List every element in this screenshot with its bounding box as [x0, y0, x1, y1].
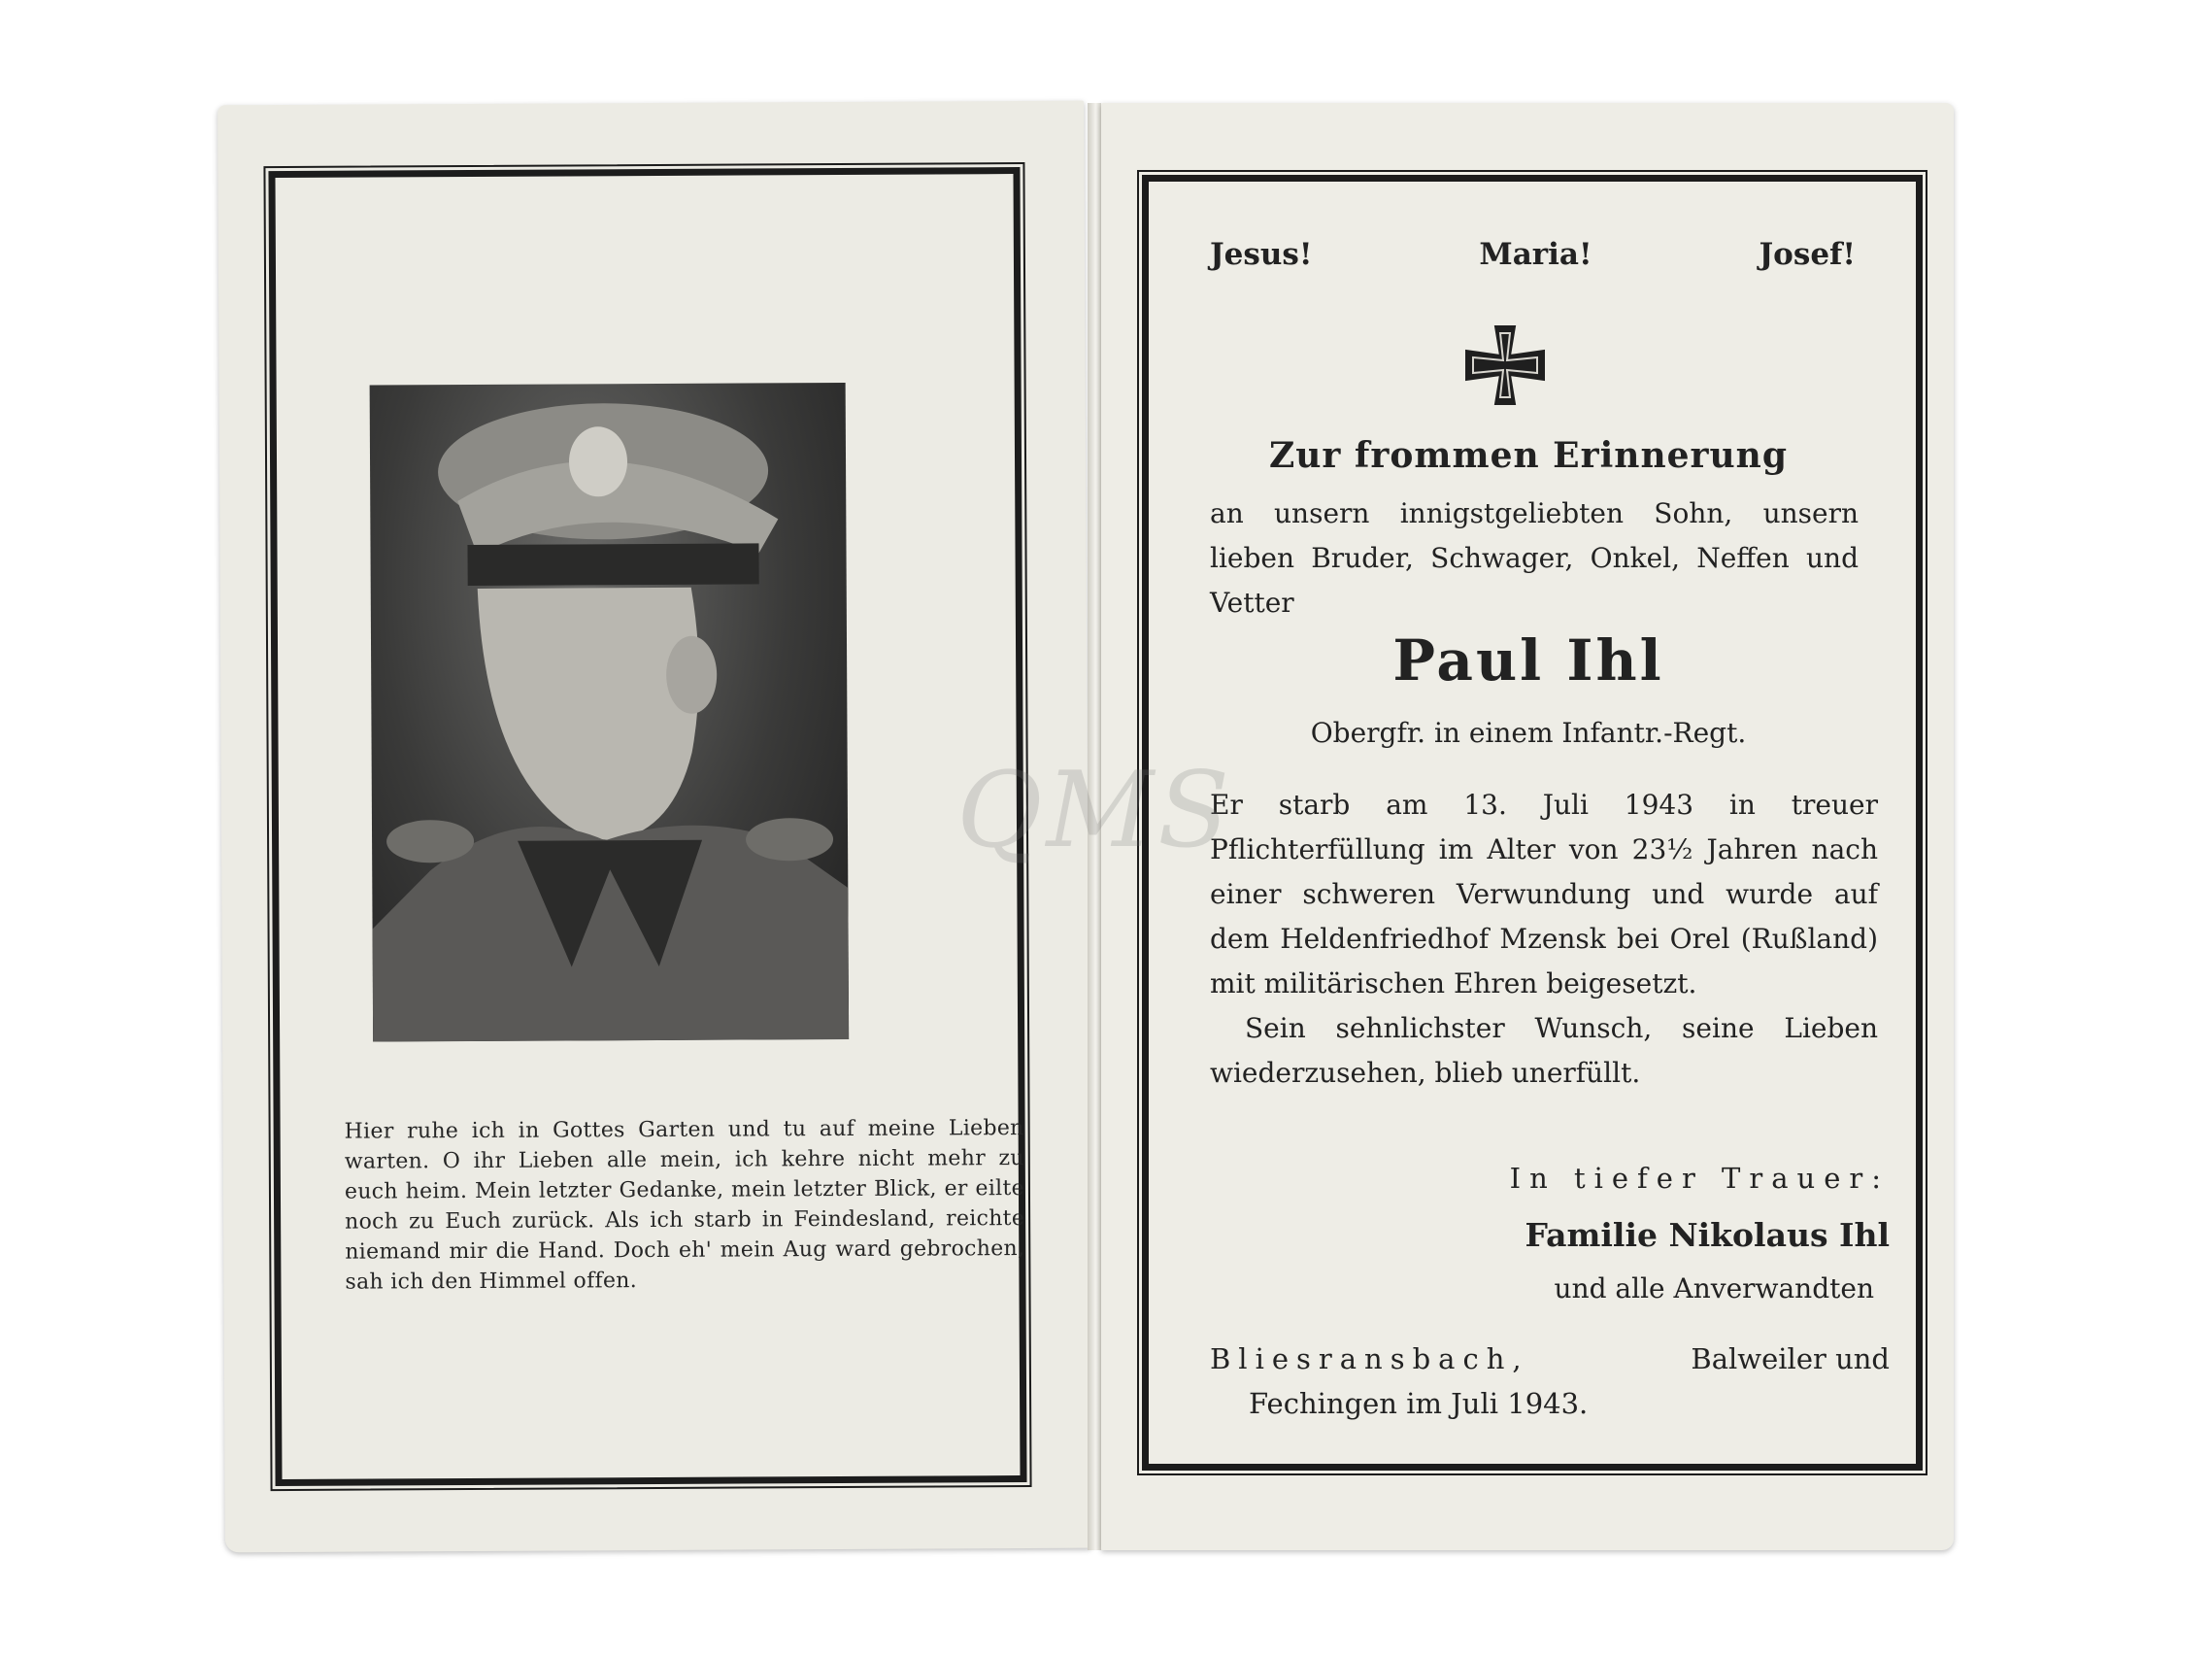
obituary-paragraph-1: Er starb am 13. Juli 1943 in treuer Pflichterfüllung im Alter von 23½ Jahren nach einer schweren Verwundung und wurde auf dem Heldenfriedhof Mzensk bei Orel (Rußland) mit militärischen Ehren beigesetzt. [1210, 789, 1878, 999]
place-3: Fechingen im Juli 1943. [1249, 1387, 1589, 1420]
place-1: Bliesransbach, [1210, 1342, 1529, 1375]
obituary-body [1210, 783, 1878, 1096]
intro-text: an unsern innigstgeliebten Sohn, unsern lieben Bruder, Schwager, Onkel, Neffen und Vetter [1210, 497, 1859, 619]
watermark: QMS [956, 750, 1234, 871]
invocation-maria: Maria! [1479, 237, 1592, 272]
deceased-name: Paul Ihl [1392, 627, 1664, 694]
family-name: Familie Nikolaus Ihl [1525, 1216, 1890, 1254]
iron-cross-icon [1461, 322, 1549, 409]
poem-text: Hier ruhe ich in Gottes Garten und tu auf meine Lieben warten. O ihr Lieben alle mein, ich kehre nicht mehr zu euch heim. Mein letzter Gedanke, mein letzter Blick, er eilte noch zu Euch zurück. Als ich starb in Feindesland, reichte niemand mir die Hand. Doch eh' mein Aug ward gebrochen, sah ich den Himmel offen. [344, 1116, 1025, 1295]
place-date [1210, 1337, 1890, 1426]
rank-text: Obergfr. in einem Infantr.-Regt. [1310, 717, 1747, 749]
place-2: Balweiler und [1691, 1342, 1890, 1375]
relatives-line: und alle Anverwandten [1554, 1272, 1874, 1304]
card-title: Zur frommen Erinnerung [1268, 435, 1789, 476]
invocation-josef: Josef! [1759, 237, 1856, 272]
obituary-paragraph-2: Sein sehnlichster Wunsch, seine Lieben wiederzusehen, blieb unerfüllt. [1210, 1012, 1878, 1089]
mourning-line: In tiefer Trauer: [1509, 1162, 1890, 1195]
soldier-portrait-photo [370, 383, 850, 1042]
invocation-row [1210, 237, 1856, 272]
invocation-jesus: Jesus! [1210, 237, 1313, 272]
